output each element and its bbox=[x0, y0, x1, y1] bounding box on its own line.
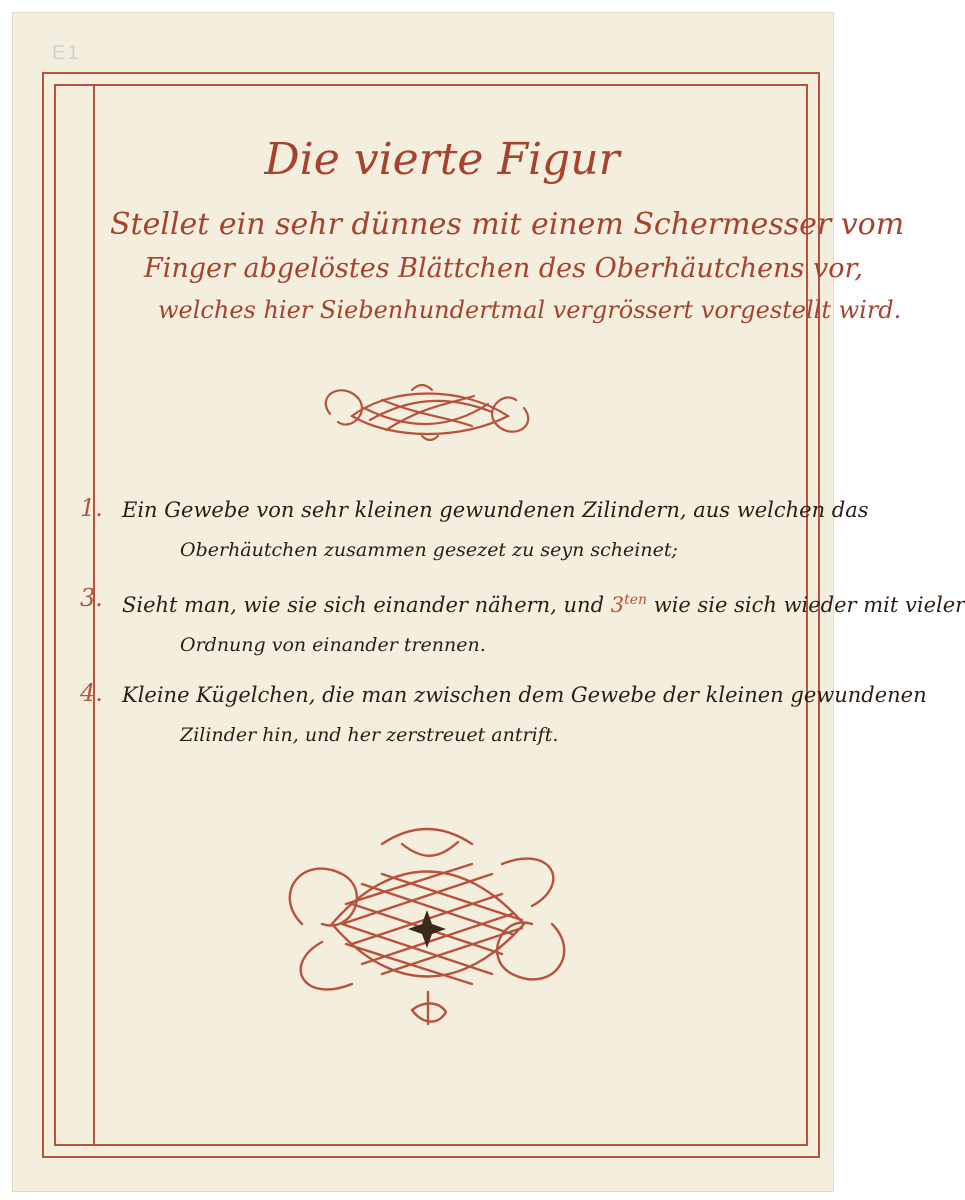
caption bbox=[102, 202, 905, 330]
item-number: 1. bbox=[80, 494, 103, 522]
caption-line: Finger abgelöstes Blättchen des Oberhäutchens vor, bbox=[144, 253, 863, 284]
item-text: Zilinder hin, und her zerstreuet antrift. bbox=[180, 724, 559, 746]
list-item bbox=[72, 490, 869, 570]
cross-reference bbox=[611, 593, 647, 617]
item-text-part: wie sie sich wieder mit vieler bbox=[653, 593, 965, 617]
corner-mark: E1 bbox=[52, 42, 81, 64]
item-text bbox=[72, 580, 965, 625]
figure-legend bbox=[72, 490, 965, 765]
item-text-part: Sieht man, wie sie sich einander nähern, und bbox=[122, 593, 605, 617]
item-number: 3. bbox=[80, 584, 103, 612]
item-text: Ein Gewebe von sehr kleinen gewundenen Zilindern, aus welchen das bbox=[122, 498, 869, 522]
item-text: Ordnung von einander trennen. bbox=[180, 634, 486, 656]
page-title: Die vierte Figur bbox=[264, 134, 620, 185]
item-text: Oberhäutchen zusammen gesezet zu seyn scheinet; bbox=[180, 539, 678, 561]
item-number: 4. bbox=[80, 679, 103, 707]
caption-line: Stellet ein sehr dünnes mit einem Schermesser vom bbox=[110, 207, 905, 242]
manuscript-page bbox=[12, 12, 965, 1192]
ref-number: 3 bbox=[610, 593, 625, 617]
caption-line: welches hier Siebenhundertmal vergrössert vorgestellt wird. bbox=[158, 296, 902, 324]
list-item bbox=[72, 675, 927, 755]
item-text: Kleine Kügelchen, die man zwischen dem Gewebe der kleinen gewundenen bbox=[122, 683, 927, 707]
small-flourish-ornament-icon bbox=[312, 376, 542, 446]
heading bbox=[102, 130, 782, 190]
list-item bbox=[72, 580, 965, 665]
large-flourish-ornament-icon bbox=[262, 824, 592, 1034]
ref-superscript: ten bbox=[624, 592, 648, 608]
